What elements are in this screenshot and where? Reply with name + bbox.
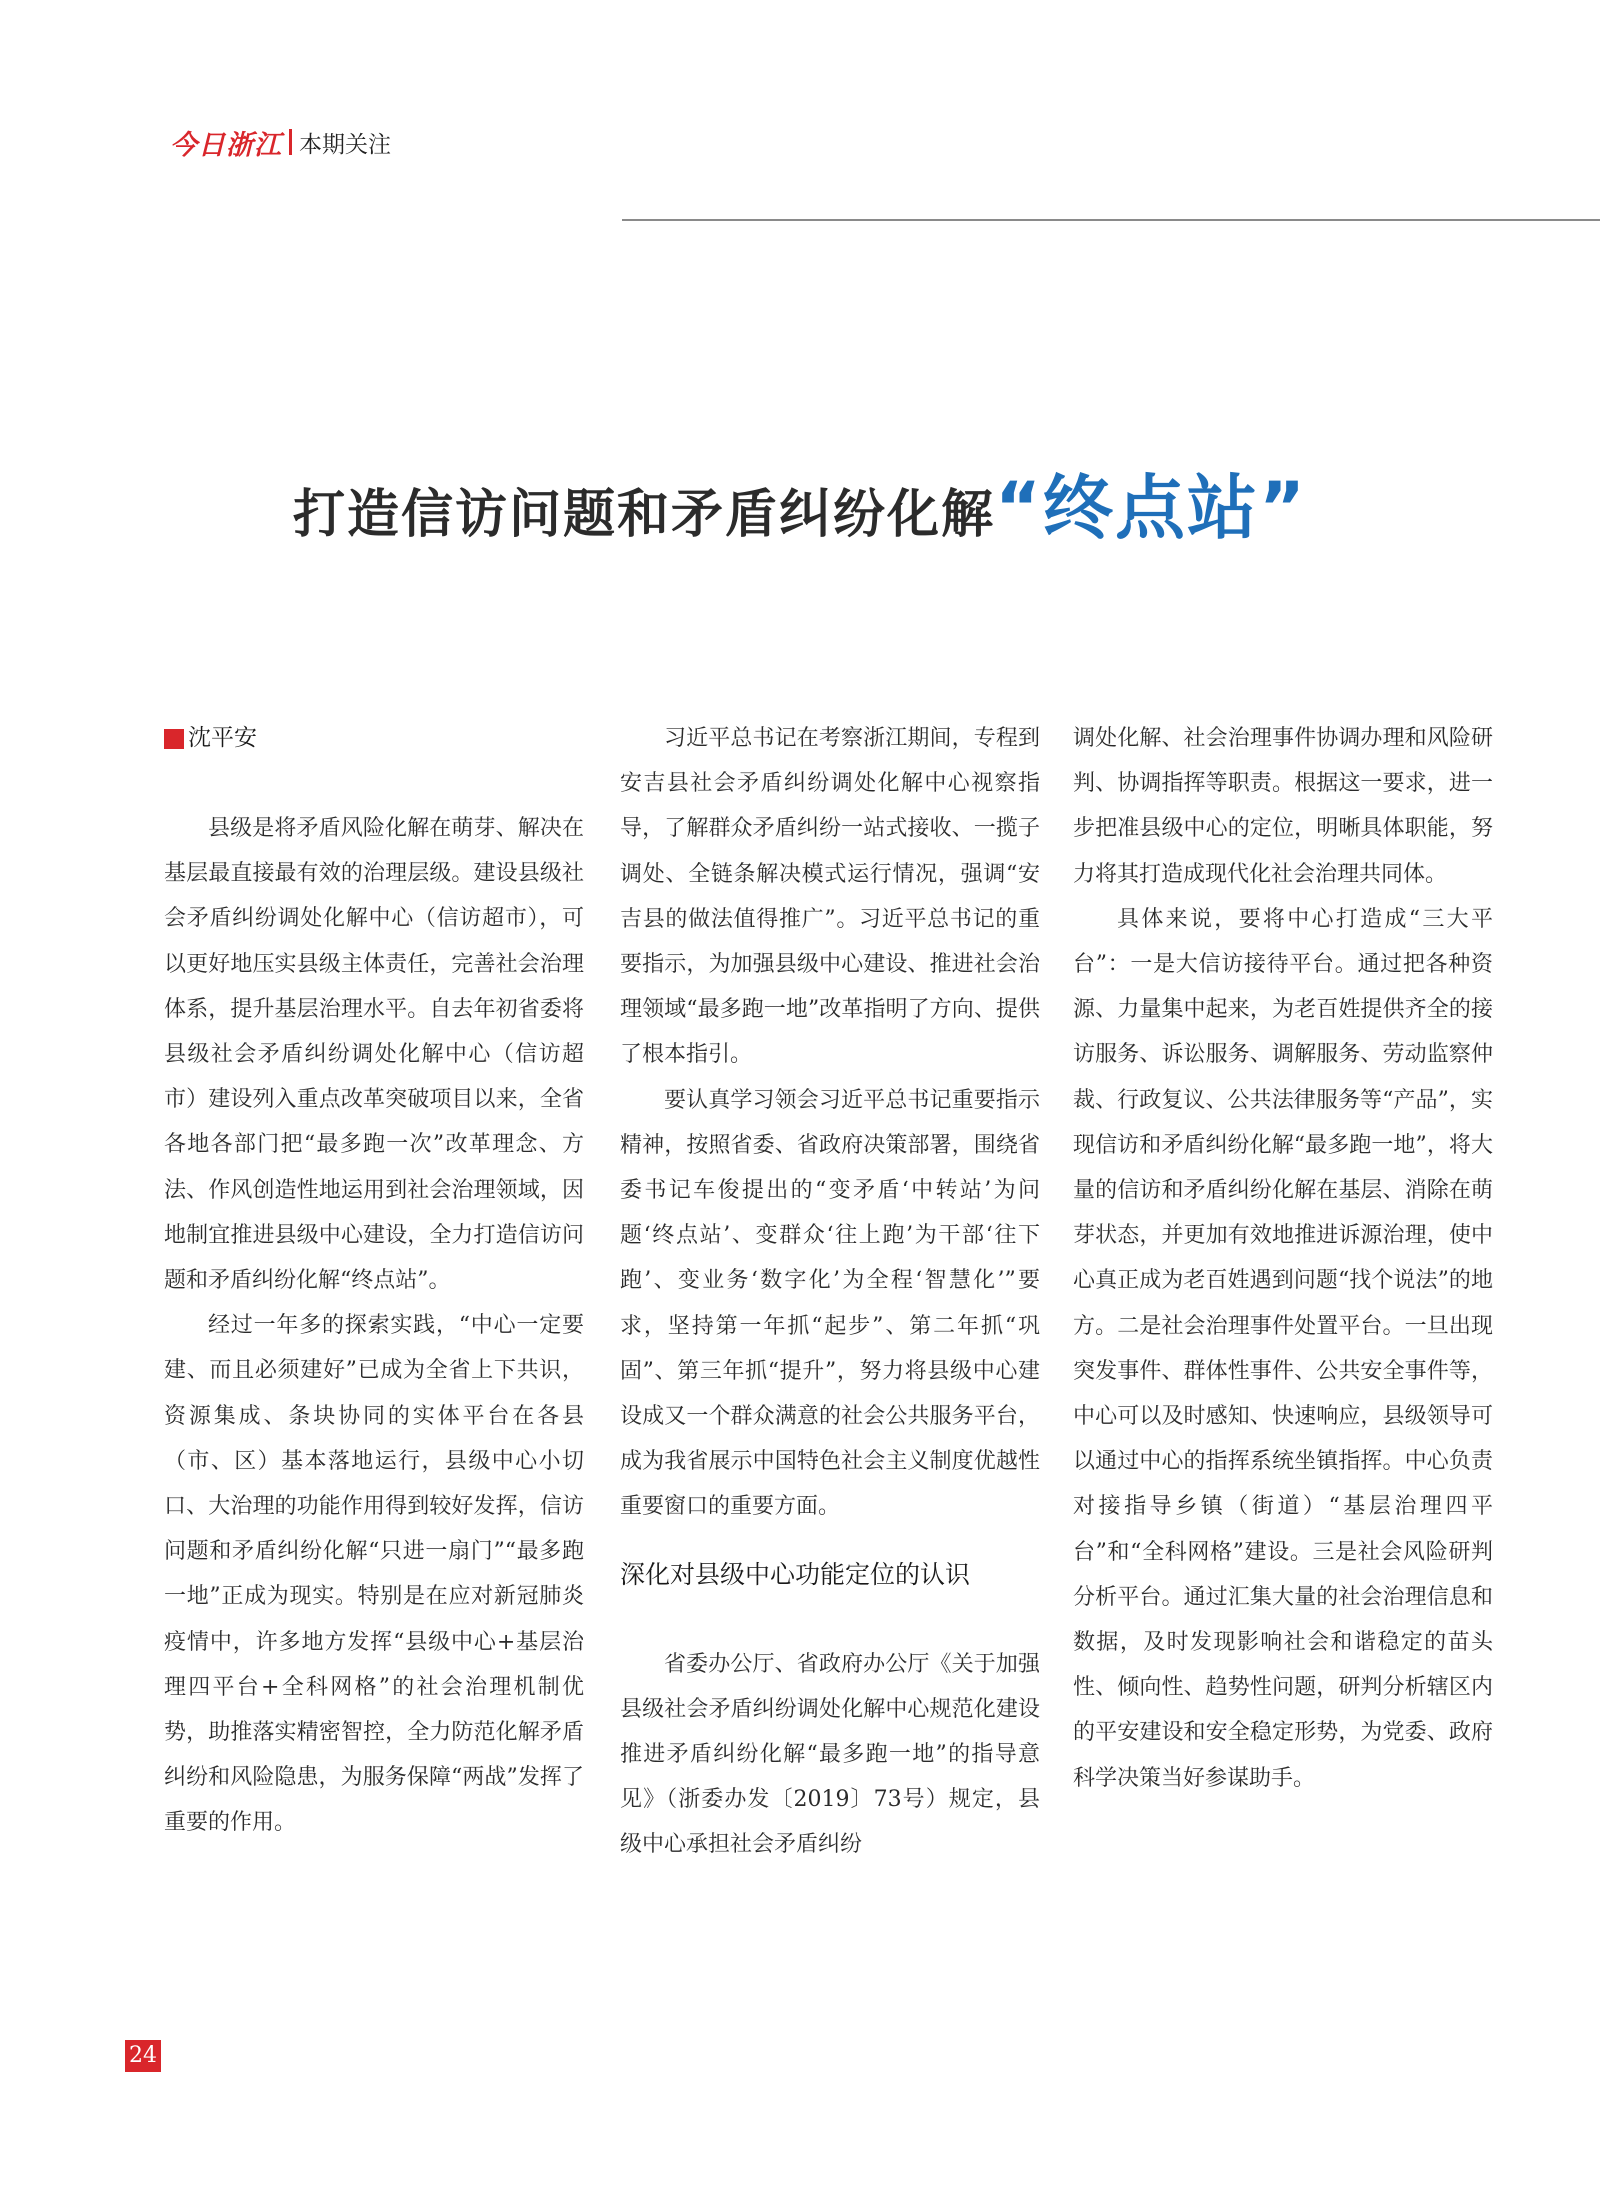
title-main: 打造信访问题和矛盾纠纷化解: [292, 484, 995, 545]
page-number: 24: [125, 2040, 161, 2072]
section-subheading: 深化对县级中心功能定位的认识: [620, 1559, 971, 1589]
paragraph: 要认真学习领会习近平总书记重要指示精神，按照省委、省政府决策部署，围绕省委书记车俊提出的“变矛盾‘中转站’为问题‘终点站’、变群众‘往上跑’为干部‘往下跑’、变业务‘数字化’为全程‘智慧化’”要求，坚持第一年抓“起步”、第二年抓“巩固”、第三年抓“提升”，努力将县级中心建设成又一个群众满意的社会公共服务平台，成为我省展示中国特色社会主义制度优越性重要窗口的重要方面。: [620, 1087, 1040, 1520]
author-marker-icon: [164, 729, 184, 749]
paragraph: 具体来说，要将中心打造成“三大平台”：一是大信访接待平台。通过把各种资源、力量集中起来，为老百姓提供齐全的接访服务、诉讼服务、调解服务、劳动监察仲裁、行政复议、公共法律服务等“产品”，实现信访和矛盾纠纷化解“最多跑一地”，将大量的信访和矛盾纠纷化解在基层、消除在萌芽状态，并更加有效地推进诉源治理，使中心真正成为老百姓遇到问题“找个说法”的地方。二是社会治理事件处置平台。一旦出现突发事件、群体性事件、公共安全事件等，中心可以及时感知、快速响应，县级领导可以通过中心的指挥系统坐镇指挥。中心负责对接指导乡镇（街道）“基层治理四平台”和“全科网格”建设。三是社会风险研判分析平台。通过汇集大量的社会治理信息和数据，及时发现影响社会和谐稳定的苗头性、倾向性、趋势性问题，研判分析辖区内的平安建设和安全稳定形势，为党委、政府科学决策当好参谋助手。: [1073, 906, 1493, 1791]
column-1: [164, 716, 584, 1846]
paragraph: 习近平总书记在考察浙江期间，专程到安吉县社会矛盾纠纷调处化解中心视察指导，了解群众矛盾纠纷一站式接收、一揽子调处、全链条解决模式运行情况，强调“安吉县的做法值得推广”。习近平总书记的重要指示，为加强县级中心建设、推进社会治理领域“最多跑一地”改革指明了方向、提供了根本指引。: [620, 726, 1040, 1068]
paragraph: 县级是将矛盾风险化解在萌芽、解决在基层最直接最有效的治理层级。建设县级社会矛盾纠纷调处化解中心（信访超市），可以更好地压实县级主体责任，完善社会治理体系，提升基层治理水平。自去年初省委将县级社会矛盾纠纷调处化解中心（信访超市）建设列入重点改革突破项目以来，全省各地各部门把“最多跑一次”改革理念、方法、作风创造性地运用到社会治理领域，因地制宜推进县级中心建设，全力打造信访问题和矛盾纠纷化解“终点站”。: [164, 816, 584, 1294]
author-line: [164, 716, 584, 761]
paragraph: 省委办公厅、省政府办公厅《关于加强县级社会矛盾纠纷调处化解中心规范化建设推进矛盾纠纷化解“最多跑一地”的指导意见》（浙委办发〔2019〕73号）规定，县级中心承担社会矛盾纠纷: [620, 1651, 1040, 1858]
author-name: 沈平安: [188, 724, 257, 751]
article-title: [0, 452, 1600, 553]
page-header: [170, 124, 391, 160]
magazine-logo: 今日浙江: [170, 129, 282, 161]
paragraph: 经过一年多的探索实践，“中心一定要建、而且必须建好”已成为全省上下共识，资源集成、条块协同的实体平台在各县（市、区）基本落地运行，县级中心小切口、大治理的功能作用得到较好发挥，信访问题和矛盾纠纷化解“只进一扇门”“最多跑一地”正成为现实。特别是在应对新冠肺炎疫情中，许多地方发挥“县级中心+基层治理四平台+全科网格”的社会治理机制优势，助推落实精密智控，全力防范化解矛盾纠纷和风险隐患，为服务保障“两战”发挥了重要的作用。: [164, 1313, 584, 1836]
column-3: [1073, 716, 1493, 1801]
section-label: 本期关注: [299, 131, 391, 158]
header-divider: [289, 129, 292, 155]
column-2: [620, 716, 1040, 1868]
title-accent: “终点站”: [995, 467, 1308, 549]
paragraph-continued: 调处化解、社会治理事件协调办理和风险研判、协调指挥等职责。根据这一要求，进一步把准县级中心的定位，明晰具体职能，努力将其打造成现代化社会治理共同体。: [1073, 726, 1493, 887]
header-rule: [622, 219, 1600, 221]
